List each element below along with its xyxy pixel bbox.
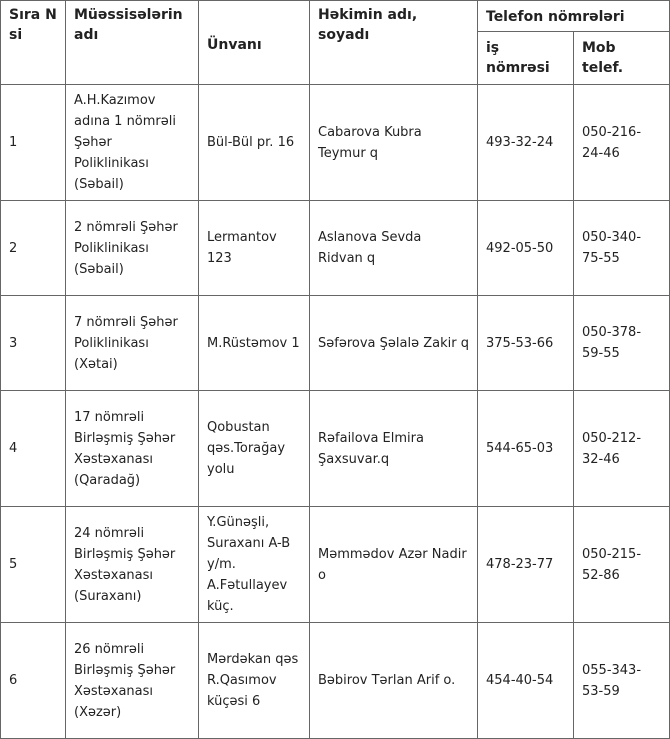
cell-hekim: Səfərova Şəlalə Zakir q <box>310 296 478 391</box>
table-row <box>1 507 670 623</box>
cell-unvan: Mərdəkan qəs R.Qasımov küçəsi 6 <box>199 623 310 739</box>
cell-sira: 2 <box>1 201 66 296</box>
cell-muessise: 7 nömrəli Şəhər Poliklinikası (Xətai) <box>66 296 199 391</box>
cell-hekim: Cabarova Kubra Teymur q <box>310 85 478 201</box>
cell-sira: 5 <box>1 507 66 623</box>
cell-sira: 1 <box>1 85 66 201</box>
cell-is-nomresi: 492-05-50 <box>478 201 574 296</box>
table-row <box>1 201 670 296</box>
header-muessise: Müəssisələrin adı <box>66 1 199 85</box>
cell-sira: 3 <box>1 296 66 391</box>
header-sira: Sıra N si <box>1 1 66 85</box>
cell-mob: 050-378-59-55 <box>574 296 670 391</box>
cell-unvan: Qobustan qəs.Torağay yolu <box>199 391 310 507</box>
cell-muessise: 2 nömrəli Şəhər Poliklinikası (Səbail) <box>66 201 199 296</box>
cell-is-nomresi: 544-65-03 <box>478 391 574 507</box>
header-is-nomresi: iş nömrəsi <box>478 32 574 85</box>
cell-hekim: Aslanova Sevda Ridvan q <box>310 201 478 296</box>
cell-unvan: Bül-Bül pr. 16 <box>199 85 310 201</box>
cell-mob: 050-215-52-86 <box>574 507 670 623</box>
cell-mob: 055-343-53-59 <box>574 623 670 739</box>
header-hekim: Həkimin adı, soyadı <box>310 1 478 85</box>
cell-mob: 050-212-32-46 <box>574 391 670 507</box>
cell-sira: 6 <box>1 623 66 739</box>
cell-mob: 050-340-75-55 <box>574 201 670 296</box>
cell-unvan: Lermantov 123 <box>199 201 310 296</box>
cell-hekim: Rəfailova Elmira Şaxsuvar.q <box>310 391 478 507</box>
header-unvan: Ünvanı <box>199 1 310 85</box>
cell-is-nomresi: 454-40-54 <box>478 623 574 739</box>
table-row <box>1 623 670 739</box>
table-row <box>1 391 670 507</box>
cell-hekim: Bəbirov Tərlan Arif o. <box>310 623 478 739</box>
cell-muessise: A.H.Kazımov adına 1 nömrəli Şəhər Poliklinikası (Səbail) <box>66 85 199 201</box>
cell-unvan: Y.Günəşli, Suraxanı A-B y/m. A.Fətullayev küç. <box>199 507 310 623</box>
cell-mob: 050-216-24-46 <box>574 85 670 201</box>
header-mob: Mob telef. <box>574 32 670 85</box>
cell-is-nomresi: 375-53-66 <box>478 296 574 391</box>
table-row <box>1 85 670 201</box>
cell-sira: 4 <box>1 391 66 507</box>
cell-muessise: 24 nömrəli Birləşmiş Şəhər Xəstəxanası (Suraxanı) <box>66 507 199 623</box>
cell-is-nomresi: 478-23-77 <box>478 507 574 623</box>
cell-is-nomresi: 493-32-24 <box>478 85 574 201</box>
cell-unvan: M.Rüstəmov 1 <box>199 296 310 391</box>
table-row <box>1 296 670 391</box>
header-telefon: Telefon nömrələri <box>478 1 670 32</box>
cell-hekim: Məmmədov Azər Nadir o <box>310 507 478 623</box>
cell-muessise: 17 nömrəli Birləşmiş Şəhər Xəstəxanası (Qaradağ) <box>66 391 199 507</box>
cell-muessise: 26 nömrəli Birləşmiş Şəhər Xəstəxanası (Xəzər) <box>66 623 199 739</box>
